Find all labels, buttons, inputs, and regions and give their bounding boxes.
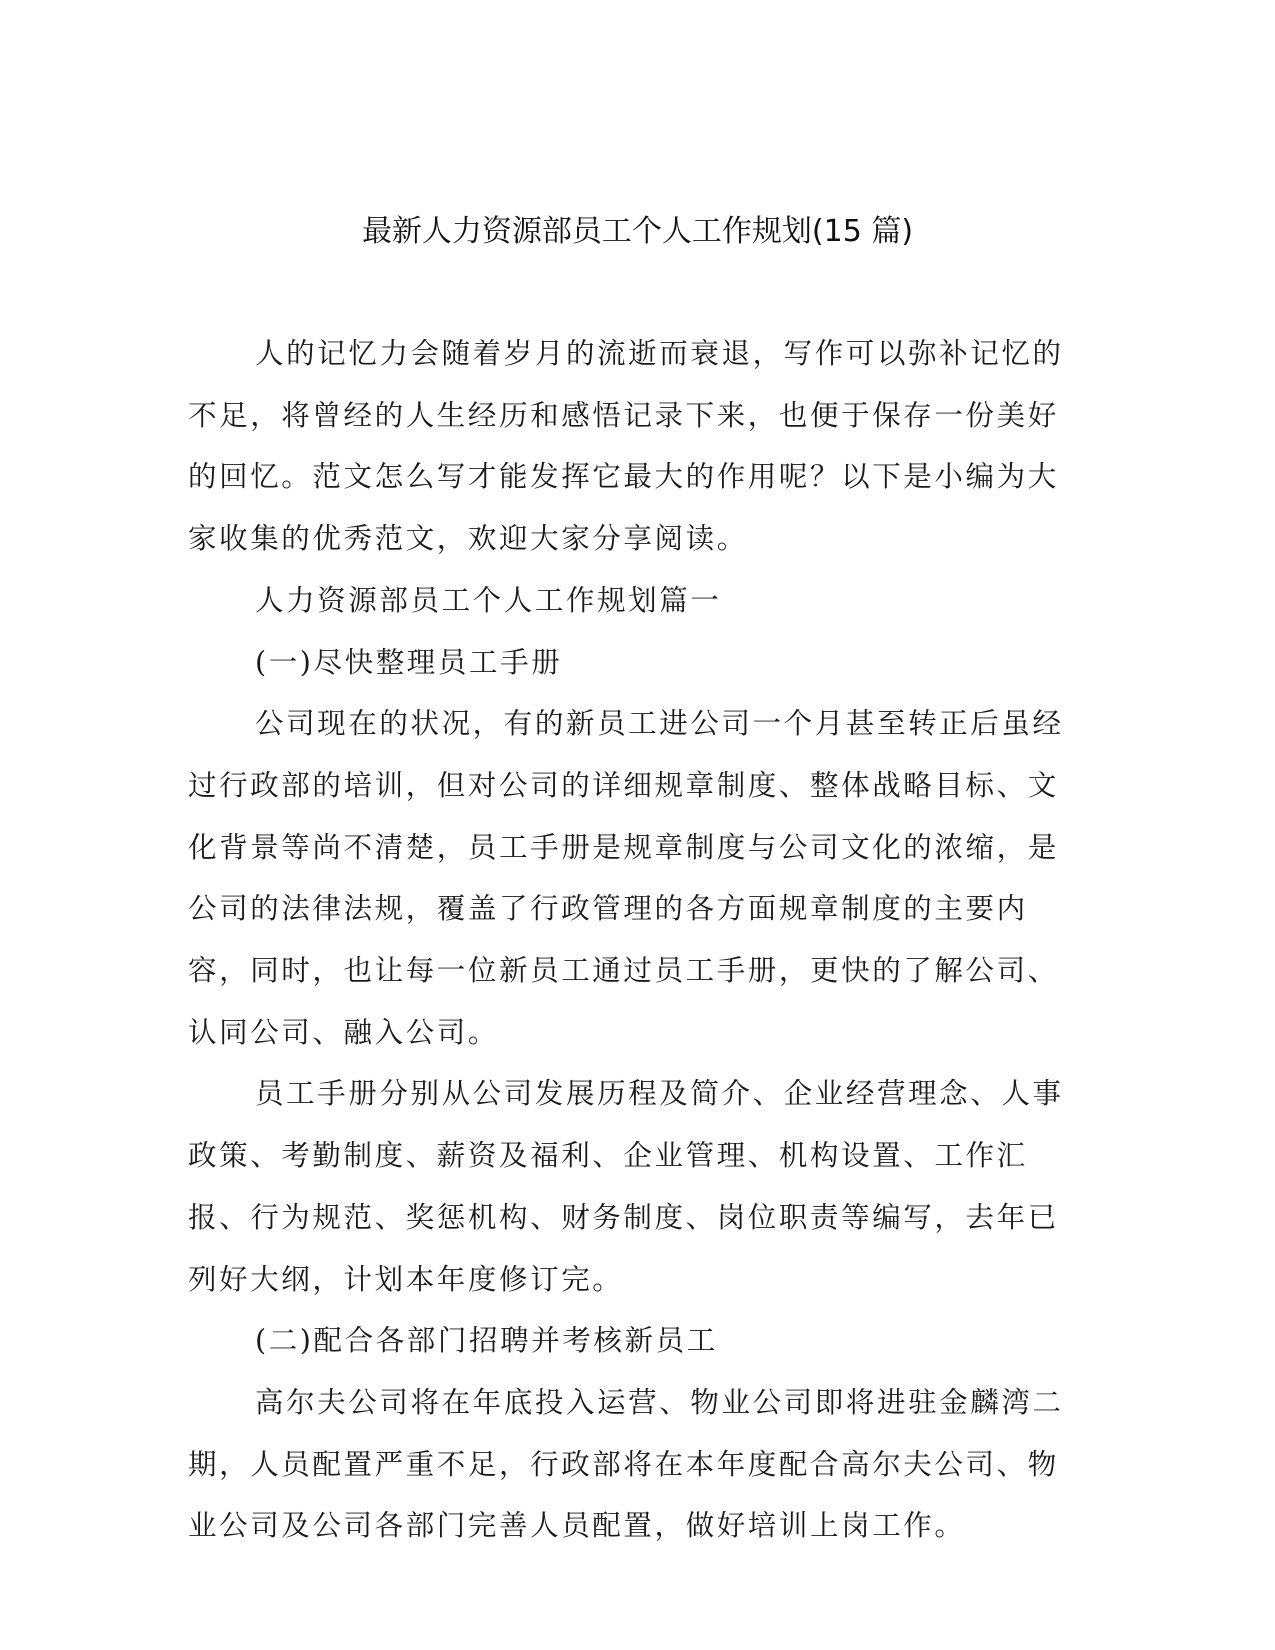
paragraph-company-status: 公司现在的状况，有的新员工进公司一个月甚至转正后虽经过行政部的培训，但对公司的详细规章制度、整体战略目标、文化背景等尚不清楚，员工手册是规章制度与公司文化的浓缩，是公司的法律法规，覆盖了行政管理的各方面规章制度的主要内容，同时，也让每一位新员工通过员工手册，更快的了解公司、认同公司、融入公司。 xyxy=(188,707,1064,1049)
paragraph-intro: 人的记忆力会随着岁月的流逝而衰退，写作可以弥补记忆的不足，将曾经的人生经历和感悟记录下来，也便于保存一份美好的回忆。范文怎么写才能发挥它最大的作用呢？以下是小编为大家收集的优秀范文，欢迎大家分享阅读。 xyxy=(188,337,1064,556)
document-title: 最新人力资源部员工个人工作规划(15 篇) xyxy=(361,214,914,249)
subheading-recruitment: (二)配合各部门招聘并考核新员工 xyxy=(254,1324,718,1358)
document-body xyxy=(188,323,1078,1557)
paragraph-handbook-contents: 员工手册分别从公司发展历程及简介、企业经营理念、人事政策、考勤制度、薪资及福利、企业管理、机构设置、工作汇报、行为规范、奖惩机构、财务制度、岗位职责等编写，去年已列好大纲，计划本年度修订完。 xyxy=(188,1077,1064,1296)
paragraph-golf-property: 高尔夫公司将在年底投入运营、物业公司即将进驻金麟湾二期，人员配置严重不足，行政部将在本年度配合高尔夫公司、物业公司及公司各部门完善人员配置，做好培训上岗工作。 xyxy=(188,1385,1064,1543)
section-heading-part-1: 人力资源部员工个人工作规划篇一 xyxy=(254,583,722,617)
subheading-employee-handbook: (一)尽快整理员工手册 xyxy=(254,645,563,679)
